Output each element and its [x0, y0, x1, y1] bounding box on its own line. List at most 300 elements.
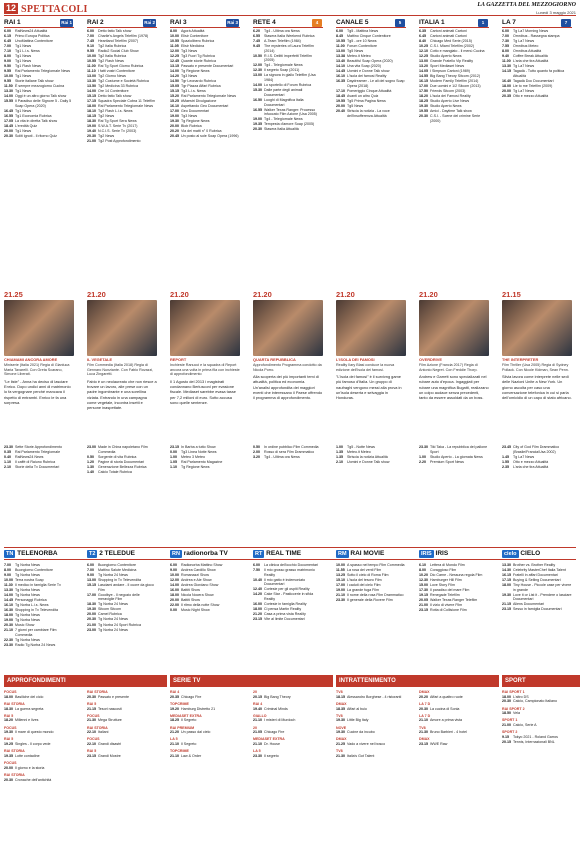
listing-time: 20.15: [502, 739, 511, 744]
listing-title: Love it or List it - Prendere o lasciare Documentari: [513, 592, 572, 602]
listing-title: Tg4 - Telegiornale News: [264, 63, 303, 68]
listing-time: 23.15: [419, 742, 428, 747]
listing-row: [4, 638, 74, 643]
listing-time: 20.40: [336, 108, 345, 113]
listing-title: I Simpson Cartoni (1989): [430, 69, 470, 74]
listing-time: 23.30: [253, 753, 262, 758]
listing-row: [336, 49, 406, 54]
listing-time: 13.00: [336, 49, 345, 54]
local-channel-header: [253, 549, 333, 559]
listing-row: [4, 465, 74, 470]
listing-time: 13.00: [419, 59, 428, 64]
network-group: [4, 690, 74, 699]
listing-time: 1.55: [502, 459, 509, 464]
category-header: SERIE TV: [170, 675, 333, 687]
network-name: RAI STORIA: [87, 725, 108, 730]
late-night-column: [87, 445, 157, 543]
listing-title: Tg Norba News: [15, 593, 40, 598]
feature-description: "L'isola dei famosi" è il survivng game più famoso d'Italia. Un gruppo di naufraghi vengono messi alla prova in un'isola deserta e selvaggia in Honduras.: [336, 374, 402, 401]
listing-time: 20.05: [419, 598, 428, 603]
listing-time: 20.30: [419, 706, 428, 711]
listing-title: Sport Mediaset News: [430, 64, 465, 69]
listing-time: 15.20: [170, 94, 179, 99]
listing-time: 13.50: [87, 84, 96, 89]
listing-title: Forum Contenitore: [347, 44, 377, 49]
listing-title: Aspettando Geo Documentari: [181, 104, 229, 109]
network-group: [336, 702, 406, 711]
channel-column: [336, 18, 406, 288]
listing-title: Cake Star - Pasticcerie in sfida Reality: [264, 592, 314, 602]
local-channel-column: [87, 563, 157, 673]
listing-row: [253, 108, 323, 117]
listing-title: N.C.I.S. Serie Tv (2003): [98, 129, 137, 134]
listing-row: [170, 39, 240, 44]
listing-row: [419, 573, 489, 578]
listing-row: [87, 628, 157, 633]
listing-time: 1.10: [170, 465, 177, 470]
listing-row: [502, 607, 572, 612]
listing-time: 11.00: [502, 59, 511, 64]
listing-time: 14.20: [253, 592, 262, 597]
local-channel-header: [336, 549, 416, 559]
listing-time: 8.00: [4, 54, 11, 59]
listing-time: 23.30: [4, 445, 13, 449]
listing-row: [4, 623, 74, 628]
listing-time: 6.10: [419, 563, 426, 567]
listing-row: [4, 778, 74, 783]
category-header: INTRATTENIMENTO: [336, 675, 499, 687]
listing-row: [87, 129, 157, 134]
listing-time: 19.00: [336, 588, 345, 593]
listing-time: 7.50: [253, 568, 260, 573]
channel-header: [87, 18, 157, 28]
listing-row: [87, 34, 157, 39]
listing-title: Grandi Mostre: [98, 753, 121, 758]
listing-title: #Maestri Divulgazione: [181, 99, 217, 104]
listing-time: 22.30: [4, 637, 13, 642]
network-group: [87, 737, 157, 746]
listing-time: 14.00: [170, 69, 179, 74]
channel-logo: 7: [561, 19, 571, 27]
listing-row: [170, 119, 240, 124]
network-group: [419, 726, 489, 735]
listing-row: [4, 29, 74, 34]
listing-row: [4, 695, 74, 700]
listing-row: [419, 94, 489, 99]
listing-time: 0.50: [87, 454, 94, 459]
channel-name: RETE 4: [253, 19, 276, 26]
network-group: [336, 726, 406, 735]
feature-description: "Le liste" - Anna ha deciso di lasciare Enrico. Dopo undici anni di matrimonio lo fa vergognare perché mancava il rispetto di entrambi. Enrico le fa una sorpresa.: [4, 378, 71, 405]
listing-row: [253, 68, 323, 73]
listing-time: 12.40: [253, 587, 262, 592]
listing-time: 17.00: [419, 84, 428, 89]
listing-title: Tg La7 News: [513, 88, 535, 93]
listing-time: 6.20: [253, 29, 260, 33]
network-name: 20: [253, 690, 257, 694]
channel-header: [336, 18, 406, 28]
listing-row: [336, 450, 406, 455]
listing-time: 16.30: [4, 608, 13, 613]
network-name: FOCUS: [87, 713, 100, 718]
listing-row: [419, 104, 489, 109]
listing-time: 19.25: [4, 742, 13, 747]
listing-row: [170, 129, 240, 134]
network-name: 20: [253, 725, 257, 730]
late-night-column: [4, 445, 74, 543]
listing-title: Alessandro Borghese - 4 ristoranti: [347, 694, 402, 699]
network-name: SPORT 2: [502, 730, 518, 735]
feature-subtitle: Film Thriller (Usa 2005) Regia di Sydney Pollack. Con Nicole Kidman, Sean Penn.: [502, 362, 569, 372]
listing-title: La cucina di Sonia: [430, 706, 460, 711]
listing-row: [253, 34, 323, 39]
listing-title: Tg1 News: [15, 59, 32, 64]
listing-row: [502, 723, 572, 728]
listing-title: Walker Texas Ranger Telefilm: [430, 598, 478, 603]
listing-title: Little Big Italy: [347, 718, 369, 723]
channel-name: LA 7: [502, 19, 516, 26]
listing-row: [4, 578, 74, 583]
listing-title: Tg Norba News: [15, 637, 40, 642]
listing-row: [170, 54, 240, 59]
listing-row: [170, 754, 240, 759]
section-title: SPETTACOLI: [21, 4, 88, 15]
listing-row: [336, 64, 406, 69]
listing-title: Tg3 News: [181, 114, 198, 119]
feature-description: Il 1 Agosto del 2013 i magistrati condannano Berlusconi per evasione fiscale. Mediaset sarebbe evasa tasse per 7,2 milioni di euro. Sotto accusa sono quelle sentenze.: [170, 378, 236, 405]
local-channel-column: [4, 563, 74, 673]
listing-row: [170, 89, 240, 94]
listing-time: 10.00: [4, 578, 13, 583]
listing-title: Cotto e mangiato - Il menù Cucina: [430, 49, 485, 54]
listing-time: 6.00: [87, 563, 94, 567]
listing-title: Shopping in Tv Televendita: [15, 608, 59, 613]
listing-time: 0.35: [4, 450, 11, 455]
feature-title: REPORT: [170, 357, 187, 362]
listing-time: 14.00: [170, 583, 179, 588]
listing-time: 16.00: [253, 602, 262, 607]
listing-time: 6.15: [4, 34, 11, 39]
network-name: TOPCRIME: [170, 701, 189, 706]
listing-row: [336, 79, 406, 88]
channel-name: RAI 3: [170, 19, 187, 26]
listing-title: Tempesta d'amore Soap (2005): [264, 122, 315, 127]
listing-row: [170, 583, 240, 588]
listing-title: Basiliche del ciclo: [15, 694, 44, 699]
listing-time: 15.15: [170, 89, 179, 94]
listing-row: [170, 109, 240, 114]
listing-row: [4, 44, 74, 49]
listing-title: Personaggi Rubrica: [15, 598, 47, 603]
listing-time: 19.30: [87, 607, 96, 612]
listing-row: [170, 134, 240, 139]
listing-time: 18.00: [502, 583, 511, 588]
local-channel-name: radionorba TV: [183, 550, 228, 557]
listing-row: [87, 89, 157, 94]
listing-time: 17.10: [336, 88, 345, 93]
listing-row: [336, 578, 406, 583]
listing-title: Mattino Cinque Contenitore: [347, 34, 391, 39]
feature-photo: [170, 300, 240, 356]
listing-title: Rai Parlamento Telegiornale News: [181, 94, 237, 99]
listing-row: [336, 588, 406, 593]
listing-row: [4, 618, 74, 623]
listing-time: 20.00: [87, 612, 96, 617]
listing-time: 15.25: [170, 99, 179, 104]
listing-row: [253, 612, 323, 617]
listing-row: [336, 34, 406, 39]
listing-row: [170, 59, 240, 64]
listing-title: S.W.A.T. Serie Tv (2017): [98, 124, 138, 129]
listing-time: 7.10: [4, 49, 11, 54]
listing-title: Andrea e Ale Show: [181, 578, 212, 583]
listing-time: 19.40: [87, 129, 96, 134]
network-name: LA 7 D: [419, 713, 431, 718]
listing-row: [502, 59, 572, 64]
listing-title: Tg2 Medicina 33 Rubrica: [98, 84, 138, 89]
feature-time: 21.15: [502, 290, 521, 299]
listing-title: Rotta di Collisione Film: [430, 608, 467, 613]
feature-subtitle: Miniserie (Italia 2021) Regia di Gianluca Maria Tavarelli. Con Greta Scarano, Simone Liberati.: [4, 362, 70, 377]
channel-column: [253, 18, 323, 288]
feature-description: Andrew e Garrett sono specializzati nel rubare auto d'epoca. Ingaggiati per rubare una magnifica Bugatti, realizzano un colpo audace senza precedenti, tanto da essere assoldati da un boss.: [419, 374, 489, 401]
listing-row: [170, 445, 240, 450]
listing-title: Elisir Contenitore: [181, 34, 209, 39]
listing-title: Romanazzi Show: [181, 573, 209, 578]
listing-title: Aliens Documentari: [513, 602, 545, 607]
channel-header: [419, 18, 489, 28]
listing-time: 3.20: [253, 455, 260, 460]
listing-title: Il mio grosso grasso matrimonio Reality: [264, 568, 315, 577]
listing-time: 13.30: [502, 563, 511, 567]
listing-row: [4, 568, 74, 573]
feature-time: 21.20: [87, 290, 106, 299]
listing-title: Ci pensa Martin Reality: [264, 607, 302, 612]
listing-time: 6.00: [4, 29, 11, 33]
listing-row: [253, 695, 323, 700]
network-name: TV8: [336, 749, 343, 754]
listing-time: 12.45: [170, 59, 179, 64]
listing-title: Celebrity MasterChef Italia Talent: [513, 568, 566, 573]
listing-row: [4, 460, 74, 465]
listing-title: Detto fatto Talk show: [98, 29, 132, 33]
listing-time: 9.55: [4, 79, 11, 84]
listing-time: 21.00: [419, 603, 428, 608]
listing-time: 16.55: [4, 113, 13, 118]
listing-title: Tg La7 News: [513, 64, 535, 69]
listing-row: [336, 59, 406, 64]
listing-time: 9.00: [170, 568, 177, 573]
network-name: RAI SPORT 1: [502, 690, 525, 694]
listing-title: Made in China napoletano Film Commedia: [98, 445, 148, 454]
listing-title: Tg3 Linea Notte News: [181, 450, 217, 455]
listing-row: [87, 470, 157, 475]
channel-logo: Rai 3: [227, 20, 238, 25]
feature-title: OVERDRIVE: [419, 357, 442, 362]
listing-row: [170, 742, 240, 747]
listing-time: 14.00: [87, 89, 96, 94]
listing-title: Il segreto Soap (2011): [264, 68, 300, 73]
network-name: TOPCRIME: [170, 749, 189, 754]
listing-time: 18.00: [253, 607, 262, 612]
listing-title: Il medico in famiglia Serie Tv: [15, 583, 61, 588]
listing-time: 20.30: [4, 623, 13, 628]
feature-time: 21.20: [170, 290, 189, 299]
listing-time: 1.00: [336, 445, 343, 449]
listing-row: [170, 695, 240, 700]
listing-row: [4, 39, 74, 44]
listing-row: [170, 573, 240, 578]
listing-row: [419, 455, 489, 460]
network-group: [253, 749, 323, 758]
listing-title: Tg La7 News: [513, 454, 535, 459]
listing-time: 6.00: [253, 563, 260, 567]
channel-header: [253, 18, 323, 28]
listing-title: Love Story Film: [430, 583, 455, 588]
listing-time: 7.30: [502, 39, 509, 44]
listing-title: Generazione Bellezza Rubrica: [98, 464, 147, 469]
listing-title: Vado a vivere nel bosco: [347, 742, 386, 747]
listing-title: L'aria che tira Attualità: [513, 59, 549, 64]
listing-title: Daydreamer - Le ali del sogno Soap Opera (2018): [347, 79, 405, 88]
listing-time: 9.55: [4, 69, 11, 74]
listing-row: [502, 84, 572, 89]
listing-title: Calcio, Campionato Italiano: [513, 699, 557, 704]
listing-row: [4, 608, 74, 613]
feature-box: [170, 290, 240, 440]
network-name: RAI STORIA: [4, 701, 25, 706]
network-group: [502, 730, 572, 744]
listing-time: 17.30: [419, 588, 428, 593]
listing-row: [87, 578, 157, 583]
listing-row: [419, 54, 489, 59]
listing-row: [4, 59, 74, 64]
listing-row: [170, 114, 240, 119]
network-group: [253, 714, 323, 723]
listing-row: [336, 104, 406, 109]
listing-time: 22.10: [87, 742, 96, 747]
listing-time: 19.55: [419, 109, 428, 114]
listing-row: [502, 602, 572, 607]
network-group: [419, 737, 489, 746]
listing-row: [502, 455, 572, 460]
network-name: LA 5: [170, 737, 178, 742]
listing-time: 19.20: [170, 706, 179, 711]
listing-time: 19.30: [419, 104, 428, 109]
listing-time: 1.00: [419, 454, 426, 459]
network-name: LA 7 D: [419, 701, 431, 706]
listing-row: [419, 578, 489, 583]
category-column: [336, 690, 406, 838]
listing-time: 19.30: [336, 730, 345, 735]
listing-time: 10.00: [4, 74, 13, 79]
feature-box: [4, 290, 74, 440]
feature-subtitle: Film Azione (Francia 2017) Regia di Antonio Negret. Con Freddie Thorp.: [419, 362, 478, 372]
listing-time: 18.30: [4, 706, 13, 711]
listing-row: [4, 593, 74, 598]
listing-title: Il caffè di Raiuno Rubrica: [15, 460, 56, 465]
listing-time: 19.55: [336, 98, 345, 103]
listing-time: 18.45: [336, 93, 345, 98]
listing-row: [336, 29, 406, 34]
listing-row: [87, 730, 157, 735]
listing-title: Studio Aperto News: [430, 104, 462, 109]
listing-title: Italia's Got Talent: [347, 753, 375, 758]
listing-title: Sette Storie Approfondimento: [15, 445, 62, 449]
listing-title: Shopping in Tv Televendita: [98, 578, 142, 583]
listing-time: 16.10: [170, 104, 179, 109]
listing-title: Music Night Show: [181, 608, 210, 613]
listing-time: 19.30: [336, 718, 345, 723]
listing-title: Tg3 News: [181, 74, 198, 79]
listing-row: [87, 445, 157, 454]
listing-time: 20.00: [4, 128, 13, 133]
listing-time: 13.00: [87, 578, 96, 583]
listing-title: Tg2 Italia Rubrica: [98, 44, 127, 49]
listing-row: [170, 455, 240, 460]
network-group: [170, 690, 240, 699]
listing-time: 15.30: [253, 88, 262, 93]
listing-title: Premium Sport News: [430, 459, 464, 464]
listing-time: 15.15: [87, 583, 96, 588]
feature-subtitle: Inchieste Ranucci e la squadra di Report ancora una volta in prima fila con inchieste di approfondimento: [170, 362, 240, 377]
listing-row: [336, 568, 406, 573]
listing-row: [253, 88, 323, 97]
listing-title: Cronache dell'antichità: [15, 777, 52, 782]
listing-title: Tg1 L.i.s. News: [15, 49, 40, 54]
listing-row: [336, 44, 406, 49]
listing-time: 14.20: [170, 74, 179, 79]
listing-title: L'altro DS: [513, 694, 529, 699]
listing-title: UnoMattina Contenitore: [15, 39, 53, 44]
listing-time: 2.35: [502, 464, 509, 469]
listing-row: [336, 695, 406, 700]
listing-time: 18.00: [170, 593, 179, 598]
listing-row: [419, 718, 489, 723]
listing-title: Tg2 News: [98, 134, 115, 139]
listing-row: [419, 84, 489, 89]
listing-time: 14.15: [502, 69, 511, 74]
listing-time: 15.15: [87, 94, 96, 99]
network-group: [253, 690, 323, 699]
listing-time: 21.10: [253, 742, 262, 747]
listing-title: Rai Parlamento Telegiornale News: [98, 104, 154, 109]
local-channel-name: TELENORBA: [17, 550, 58, 557]
network-name: RAI 5: [4, 713, 14, 718]
listing-row: [336, 583, 406, 588]
category-column: [502, 690, 572, 838]
network-name: TV8: [336, 713, 343, 718]
listing-title: Passato e presente Documentari: [181, 64, 234, 69]
listing-title: Radio2 Social Club Show: [98, 49, 139, 54]
listing-time: 6.45: [419, 34, 426, 39]
channel-logo: 5: [395, 19, 405, 27]
listing-time: 22.00: [170, 603, 179, 608]
listing-time: 11.00: [336, 44, 345, 49]
listing-title: Otto e mezzo Attualità: [513, 93, 549, 98]
listing-title: Sesso in famiglia Documentari: [513, 607, 562, 612]
listing-time: 18.00: [4, 613, 13, 618]
listing-title: Tg Norba News: [15, 563, 40, 567]
listing-row: [419, 34, 489, 39]
category-column: [4, 690, 74, 838]
listing-time: 2.10: [4, 465, 11, 470]
channel-header: [4, 18, 74, 28]
listing-title: La rosa dei venti Film: [347, 568, 382, 573]
local-channel-logo: TN: [6, 551, 14, 557]
listing-title: Via dei matti n° 0 Rubrica: [181, 129, 222, 134]
listing-row: [336, 563, 406, 568]
